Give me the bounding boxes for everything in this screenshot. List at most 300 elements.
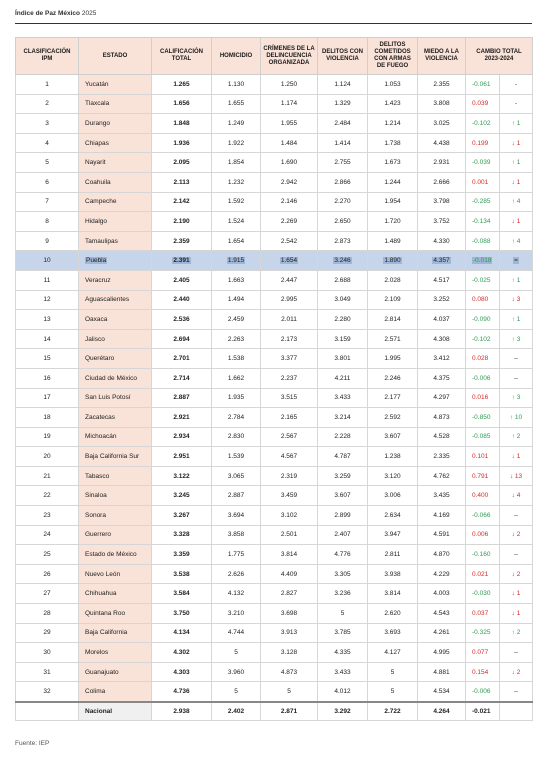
cell-armas: 2.246: [368, 368, 418, 388]
cell-violencia: 3.049: [318, 290, 368, 310]
cell-calificacion: 2.951: [152, 447, 212, 467]
cell-estado: Jalisco: [79, 329, 152, 349]
cell-armas: 2.177: [368, 388, 418, 408]
cell-calificacion: 1.936: [152, 133, 212, 153]
cell-delincuencia: 4.567: [261, 447, 318, 467]
cell-violencia: 3.433: [318, 662, 368, 682]
cell-calificacion: 2.113: [152, 172, 212, 192]
cell-calificacion: 4.302: [152, 643, 212, 663]
cell-calificacion: 2.536: [152, 310, 212, 330]
cell-miedo: 4.229: [418, 564, 466, 584]
table-row: [16, 75, 533, 95]
cell-cambio: -0.285: [466, 192, 500, 212]
cell-armas: 1.738: [368, 133, 418, 153]
cell-delincuencia: 1.174: [261, 94, 318, 114]
cell-armas: 2.811: [368, 545, 418, 565]
cell-posicion: ↑ 1: [500, 270, 533, 290]
cell-violencia: 2.688: [318, 270, 368, 290]
cell-cambio: -0.006: [466, 682, 500, 702]
cell-delincuencia: 2.501: [261, 525, 318, 545]
cell-miedo: 4.762: [418, 466, 466, 486]
cell-violencia: 5: [318, 604, 368, 624]
cell-homicidio: 1.922: [212, 133, 261, 153]
cell-estado: Guanajuato: [79, 662, 152, 682]
cell-posicion: ↓ 3: [500, 290, 533, 310]
cell-estado: San Luis Potosí: [79, 388, 152, 408]
cell-homicidio: 1.592: [212, 192, 261, 212]
cell-miedo: 4.261: [418, 623, 466, 643]
cell-estado: Tamaulipas: [79, 231, 152, 251]
cell-cambio: 0.006: [466, 525, 500, 545]
cell-armas: 3.938: [368, 564, 418, 584]
title-year: 2025: [81, 10, 97, 17]
cell-rank: 4: [16, 133, 79, 153]
cell-estado: Colima: [79, 682, 152, 702]
col-header-estado: ESTADO: [79, 38, 152, 75]
cell-calificacion: 3.267: [152, 506, 212, 526]
cell-miedo: 2.931: [418, 153, 466, 173]
cell-violencia: 3.305: [318, 564, 368, 584]
cell-delincuencia: 2.567: [261, 427, 318, 447]
cell-armas: 2.620: [368, 604, 418, 624]
cell-rank: 21: [16, 466, 79, 486]
cell-posicion: ↓ 1: [500, 133, 533, 153]
cell-miedo: 4.517: [418, 270, 466, 290]
cell-delincuencia: 2.995: [261, 290, 318, 310]
cell-posicion: ↑ 4: [500, 192, 533, 212]
cell-homicidio: 1.524: [212, 212, 261, 232]
cell-miedo: 4.375: [418, 368, 466, 388]
cell-calificacion: 1.656: [152, 94, 212, 114]
cell-calificacion: 2.440: [152, 290, 212, 310]
cell-cambio: 0.080: [466, 290, 500, 310]
cell-cambio: -0.030: [466, 584, 500, 604]
cell-violencia: 3.433: [318, 388, 368, 408]
cell-cambio: 0.400: [466, 486, 500, 506]
cell-armas: 2.592: [368, 408, 418, 428]
cell-violencia: 2.873: [318, 231, 368, 251]
cell-cambio: [466, 251, 500, 271]
cell-armas: 2.571: [368, 329, 418, 349]
cell-homicidio: 4.744: [212, 623, 261, 643]
cell-homicidio: 1.662: [212, 368, 261, 388]
table-row: [16, 349, 533, 369]
cell-calificacion: 4.736: [152, 682, 212, 702]
nacional-org: 2.871: [261, 702, 318, 721]
cell-armas: 3.814: [368, 584, 418, 604]
table-row: [16, 564, 533, 584]
cell-delincuencia: 3.377: [261, 349, 318, 369]
cell-posicion: ↓ 1: [500, 447, 533, 467]
cell-violencia: 4.211: [318, 368, 368, 388]
cell-violencia: 2.228: [318, 427, 368, 447]
nacional-label: Nacional: [79, 702, 152, 721]
cell-estado: Coahuila: [79, 172, 152, 192]
col-header-miedo: MIEDO A LA VIOLENCIA: [418, 38, 466, 75]
cell-estado: Ciudad de México: [79, 368, 152, 388]
cell-violencia: 4.776: [318, 545, 368, 565]
cell-homicidio: 1.494: [212, 290, 261, 310]
col-header-armas: DELITOS COMETIDOS CON ARMAS DE FUEGO: [368, 38, 418, 75]
cell-cambio-text: -0.018: [473, 257, 492, 265]
cell-calificacion: 3.122: [152, 466, 212, 486]
cell-homicidio: 1.775: [212, 545, 261, 565]
cell-rank: 14: [16, 329, 79, 349]
source-note: Fuente: IEP: [15, 740, 50, 747]
cell-estado: [79, 251, 152, 271]
cell-delincuencia: 2.942: [261, 172, 318, 192]
cell-calificacion: 2.887: [152, 388, 212, 408]
cell-homicidio: 2.263: [212, 329, 261, 349]
cell-posicion-text: =: [514, 257, 518, 265]
cell-homicidio: 3.694: [212, 506, 261, 526]
cell-armas: 1.423: [368, 94, 418, 114]
cell-violencia: 3.607: [318, 486, 368, 506]
title-text: Índice de Paz México: [15, 10, 81, 17]
cell-estado-text: Puebla: [86, 257, 107, 265]
cell-miedo: 2.666: [418, 172, 466, 192]
cell-armas: 3.006: [368, 486, 418, 506]
cell-delincuencia: 2.827: [261, 584, 318, 604]
cell-calificacion: 3.328: [152, 525, 212, 545]
page-title: [15, 10, 96, 17]
cell-estado: Yucatán: [79, 75, 152, 95]
cell-miedo: 4.995: [418, 643, 466, 663]
cell-calificacion: 3.584: [152, 584, 212, 604]
cell-delincuencia: 2.447: [261, 270, 318, 290]
cell-armas: 3.607: [368, 427, 418, 447]
cell-delincuencia: 2.011: [261, 310, 318, 330]
cell-posicion: ↓ 4: [500, 486, 533, 506]
cell-delincuencia: 2.146: [261, 192, 318, 212]
cell-rank: 18: [16, 408, 79, 428]
cell-miedo: 4.870: [418, 545, 466, 565]
cell-violencia: 1.124: [318, 75, 368, 95]
cell-violencia: 1.329: [318, 94, 368, 114]
cell-miedo: 4.591: [418, 525, 466, 545]
cell-calificacion: 2.359: [152, 231, 212, 251]
cell-rank: 15: [16, 349, 79, 369]
cell-posicion: ↑ 1: [500, 310, 533, 330]
cell-delincuencia: [261, 251, 318, 271]
table-row: [16, 662, 533, 682]
cell-armas: [368, 251, 418, 271]
cell-delincuencia: 5: [261, 682, 318, 702]
cell-rank: 26: [16, 564, 79, 584]
cell-homicidio: 1.854: [212, 153, 261, 173]
cell-miedo: 4.003: [418, 584, 466, 604]
cell-posicion: –: [500, 643, 533, 663]
cell-posicion: ↑ 3: [500, 388, 533, 408]
cell-violencia: 2.280: [318, 310, 368, 330]
cell-estado: Morelos: [79, 643, 152, 663]
cell-violencia: 3.214: [318, 408, 368, 428]
cell-calificacion-text: 2.391: [173, 257, 190, 265]
cell-rank: 25: [16, 545, 79, 565]
cell-delincuencia: 1.955: [261, 114, 318, 134]
cell-cambio: -0.061: [466, 75, 500, 95]
table-row: [16, 192, 533, 212]
cell-estado: Hidalgo: [79, 212, 152, 232]
cell-rank: 24: [16, 525, 79, 545]
cell-cambio: -0.134: [466, 212, 500, 232]
cell-rank: 9: [16, 231, 79, 251]
cell-miedo: 4.534: [418, 682, 466, 702]
cell-armas: 4.127: [368, 643, 418, 663]
cell-rank: 27: [16, 584, 79, 604]
cell-cambio: -0.085: [466, 427, 500, 447]
cell-estado: Zacatecas: [79, 408, 152, 428]
cell-estado: Baja California Sur: [79, 447, 152, 467]
cell-violencia: 4.012: [318, 682, 368, 702]
cell-cambio: 0.001: [466, 172, 500, 192]
cell-armas: 2.028: [368, 270, 418, 290]
cell-delincuencia: 3.814: [261, 545, 318, 565]
cell-posicion: ↑ 10: [500, 408, 533, 428]
cell-homicidio: 2.830: [212, 427, 261, 447]
cell-posicion: ↑ 1: [500, 114, 533, 134]
cell-miedo: 4.543: [418, 604, 466, 624]
cell-rank: 11: [16, 270, 79, 290]
cell-posicion: –: [500, 349, 533, 369]
cell-violencia: 3.259: [318, 466, 368, 486]
table-row: [16, 623, 533, 643]
cell-homicidio-text: 1.915: [227, 257, 245, 265]
cell-miedo: 3.412: [418, 349, 466, 369]
cell-delincuencia: 4.873: [261, 662, 318, 682]
cell-posicion: ↓ 2: [500, 564, 533, 584]
cell-delincuencia: 3.913: [261, 623, 318, 643]
cell-miedo: 4.881: [418, 662, 466, 682]
cell-cambio: 0.154: [466, 662, 500, 682]
cell-calificacion: 2.142: [152, 192, 212, 212]
cell-calificacion: 4.134: [152, 623, 212, 643]
table-row: [16, 643, 533, 663]
cell-delincuencia: 3.459: [261, 486, 318, 506]
cell-posicion: ↑ 3: [500, 329, 533, 349]
cell-rank: 17: [16, 388, 79, 408]
cell-rank: 2: [16, 94, 79, 114]
cell-violencia: 2.650: [318, 212, 368, 232]
cell-violencia: 4.335: [318, 643, 368, 663]
cell-miedo: 3.435: [418, 486, 466, 506]
cell-cambio: 0.101: [466, 447, 500, 467]
cell-estado: Sonora: [79, 506, 152, 526]
cell-estado: Durango: [79, 114, 152, 134]
table-row: [16, 290, 533, 310]
cell-posicion: -: [500, 94, 533, 114]
cell-armas: 5: [368, 682, 418, 702]
cell-rank: 28: [16, 604, 79, 624]
cell-cambio: 0.077: [466, 643, 500, 663]
cell-delincuencia: 3.515: [261, 388, 318, 408]
cell-armas: 1.214: [368, 114, 418, 134]
cell-miedo: 3.252: [418, 290, 466, 310]
cell-estado: Querétaro: [79, 349, 152, 369]
table-row: [16, 114, 533, 134]
cell-armas: 1.673: [368, 153, 418, 173]
cell-posicion: ↓ 1: [500, 172, 533, 192]
table-row: [16, 604, 533, 624]
cell-cambio: -0.039: [466, 153, 500, 173]
cell-homicidio: 3.960: [212, 662, 261, 682]
cell-posicion: ↓ 1: [500, 604, 533, 624]
cell-delincuencia: 1.250: [261, 75, 318, 95]
cell-delincuencia: 2.173: [261, 329, 318, 349]
cell-estado: Tlaxcala: [79, 94, 152, 114]
cell-violencia: 2.484: [318, 114, 368, 134]
cell-armas: 3.947: [368, 525, 418, 545]
cell-delincuencia: 3.698: [261, 604, 318, 624]
cell-armas: 1.053: [368, 75, 418, 95]
cell-estado: Guerrero: [79, 525, 152, 545]
cell-estado: Nayarit: [79, 153, 152, 173]
cell-estado: Sinaloa: [79, 486, 152, 506]
nacional-mie: 4.264: [418, 702, 466, 721]
cell-cambio: -0.102: [466, 329, 500, 349]
cell-rank: 31: [16, 662, 79, 682]
nacional-row: [16, 702, 533, 721]
cell-delincuencia: 2.542: [261, 231, 318, 251]
table-row: [16, 310, 533, 330]
cell-rank: 19: [16, 427, 79, 447]
cell-estado: Chihuahua: [79, 584, 152, 604]
cell-miedo: 4.037: [418, 310, 466, 330]
cell-calificacion: 3.359: [152, 545, 212, 565]
cell-homicidio: 1.654: [212, 231, 261, 251]
nacional-chg: -0.021: [466, 702, 500, 721]
cell-calificacion: 2.921: [152, 408, 212, 428]
cell-delincuencia: 2.269: [261, 212, 318, 232]
cell-estado: Quintana Roo: [79, 604, 152, 624]
cell-homicidio: 4.132: [212, 584, 261, 604]
table-body: [16, 75, 533, 703]
cell-cambio: 0.021: [466, 564, 500, 584]
cell-rank: 1: [16, 75, 79, 95]
cell-delincuencia: 3.128: [261, 643, 318, 663]
cell-cambio: 0.016: [466, 388, 500, 408]
table-row: [16, 466, 533, 486]
cell-rank: 30: [16, 643, 79, 663]
cell-violencia: 2.866: [318, 172, 368, 192]
cell-violencia: 1.414: [318, 133, 368, 153]
cell-calificacion: [152, 251, 212, 271]
cell-cambio: 0.791: [466, 466, 500, 486]
cell-delincuencia: 2.237: [261, 368, 318, 388]
cell-cambio: 0.039: [466, 94, 500, 114]
cell-armas: 2.109: [368, 290, 418, 310]
cell-homicidio: 5: [212, 682, 261, 702]
cell-rank: 6: [16, 172, 79, 192]
cell-violencia: 3.236: [318, 584, 368, 604]
col-header-rank: CLASIFICACIÓN IPM: [16, 38, 79, 75]
ranking-table: [15, 37, 533, 721]
cell-armas: 3.120: [368, 466, 418, 486]
cell-estado: Chiapas: [79, 133, 152, 153]
table-header-row: [16, 38, 533, 75]
cell-homicidio: [212, 251, 261, 271]
cell-homicidio: 1.232: [212, 172, 261, 192]
cell-cambio: -0.006: [466, 368, 500, 388]
col-header-violencia: DELITOS CON VIOLENCIA: [318, 38, 368, 75]
cell-armas-text: 1.890: [384, 257, 401, 265]
cell-calificacion: 2.714: [152, 368, 212, 388]
cell-posicion: ↑ 1: [500, 153, 533, 173]
cell-armas: 1.244: [368, 172, 418, 192]
table-row: [16, 172, 533, 192]
cell-cambio: -0.090: [466, 310, 500, 330]
table-row: [16, 486, 533, 506]
cell-calificacion: 2.701: [152, 349, 212, 369]
cell-estado: Aguascalientes: [79, 290, 152, 310]
cell-miedo: 3.808: [418, 94, 466, 114]
table-row: [16, 388, 533, 408]
cell-homicidio: 1.663: [212, 270, 261, 290]
cell-rank: 20: [16, 447, 79, 467]
cell-armas: 1.489: [368, 231, 418, 251]
cell-violencia: 2.270: [318, 192, 368, 212]
cell-violencia: 2.755: [318, 153, 368, 173]
cell-calificacion: 4.303: [152, 662, 212, 682]
cell-calificacion: 2.190: [152, 212, 212, 232]
cell-estado: Michoacán: [79, 427, 152, 447]
cell-estado: Oaxaca: [79, 310, 152, 330]
cell-miedo: 4.297: [418, 388, 466, 408]
cell-delincuencia-text: 1.654: [280, 257, 298, 265]
cell-calificacion: 3.538: [152, 564, 212, 584]
cell-delincuencia: 3.102: [261, 506, 318, 526]
cell-rank: 32: [16, 682, 79, 702]
cell-posicion: ↓ 2: [500, 525, 533, 545]
table-row: [16, 329, 533, 349]
table-row: [16, 270, 533, 290]
nacional-cal: 2.938: [152, 702, 212, 721]
title-divider: [15, 23, 532, 24]
cell-miedo: 4.169: [418, 506, 466, 526]
cell-miedo: 3.798: [418, 192, 466, 212]
cell-rank: 7: [16, 192, 79, 212]
cell-delincuencia: 1.690: [261, 153, 318, 173]
cell-homicidio: 3.210: [212, 604, 261, 624]
cell-posicion: –: [500, 368, 533, 388]
table-row: [16, 525, 533, 545]
nacional-arrow: [500, 702, 533, 721]
cell-rank: 23: [16, 506, 79, 526]
cell-miedo-text: 4.357: [433, 257, 450, 265]
cell-posicion: ↑ 2: [500, 623, 533, 643]
table-row: [16, 94, 533, 114]
cell-homicidio: 2.626: [212, 564, 261, 584]
cell-rank: 22: [16, 486, 79, 506]
cell-violencia-text: 3.246: [334, 257, 351, 265]
cell-cambio: 0.199: [466, 133, 500, 153]
cell-rank: 10: [16, 251, 79, 271]
cell-miedo: 4.873: [418, 408, 466, 428]
cell-delincuencia: 2.165: [261, 408, 318, 428]
cell-miedo: [418, 251, 466, 271]
cell-violencia: 2.899: [318, 506, 368, 526]
cell-cambio: -0.025: [466, 270, 500, 290]
cell-calificacion: 2.095: [152, 153, 212, 173]
table-row: [16, 408, 533, 428]
cell-homicidio: 2.784: [212, 408, 261, 428]
cell-homicidio: 1.249: [212, 114, 261, 134]
cell-miedo: 4.330: [418, 231, 466, 251]
cell-posicion: [500, 251, 533, 271]
col-header-homicidio: HOMICIDIO: [212, 38, 261, 75]
table-row: [16, 231, 533, 251]
cell-posicion: ↓ 2: [500, 662, 533, 682]
